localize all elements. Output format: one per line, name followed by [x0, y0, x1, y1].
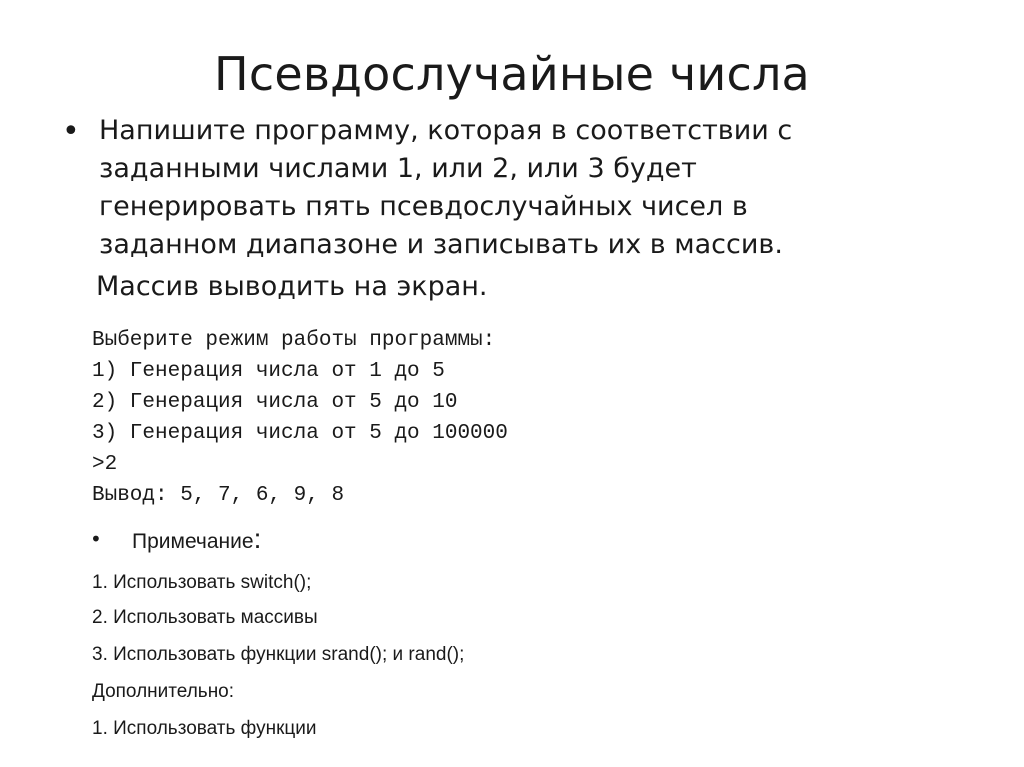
bullet-icon: • — [62, 114, 80, 149]
note-item: 1. Использовать switch(); — [92, 572, 312, 593]
note-label: Примечание — [132, 530, 254, 553]
task-line: генерировать пять псевдослучайных чисел в — [99, 191, 748, 222]
console-line: >2 — [92, 453, 118, 476]
console-example — [92, 325, 508, 511]
console-line: Выберите режим работы программы: — [92, 329, 496, 352]
slide-title: Псевдослучайные числа — [214, 47, 810, 101]
console-line: 1) Генерация числа от 1 до 5 — [92, 360, 445, 383]
note-heading — [132, 522, 261, 559]
task-description — [99, 112, 939, 264]
extra-heading: Дополнительно: — [92, 681, 235, 702]
task-line: Напишите программу, которая в соответствии с — [99, 115, 793, 146]
task-line: заданными числами 1, или 2, или 3 будет — [99, 153, 697, 184]
task-line: заданном диапазоне и записывать их в массив. — [99, 229, 783, 260]
note-item: 2. Использовать массивы — [92, 607, 318, 628]
console-line: Вывод: 5, 7, 6, 9, 8 — [92, 484, 345, 507]
note-item: 3. Использовать функции srand(); и rand(); — [92, 644, 465, 665]
task-continuation: Массив выводить на экран. — [96, 271, 488, 302]
extra-item: 1. Использовать функции — [92, 718, 317, 739]
note-colon: : — [253, 523, 262, 554]
console-line: 2) Генерация числа от 5 до 10 — [92, 391, 458, 414]
console-line: 3) Генерация числа от 5 до 100000 — [92, 422, 508, 445]
bullet-icon: • — [90, 527, 102, 551]
